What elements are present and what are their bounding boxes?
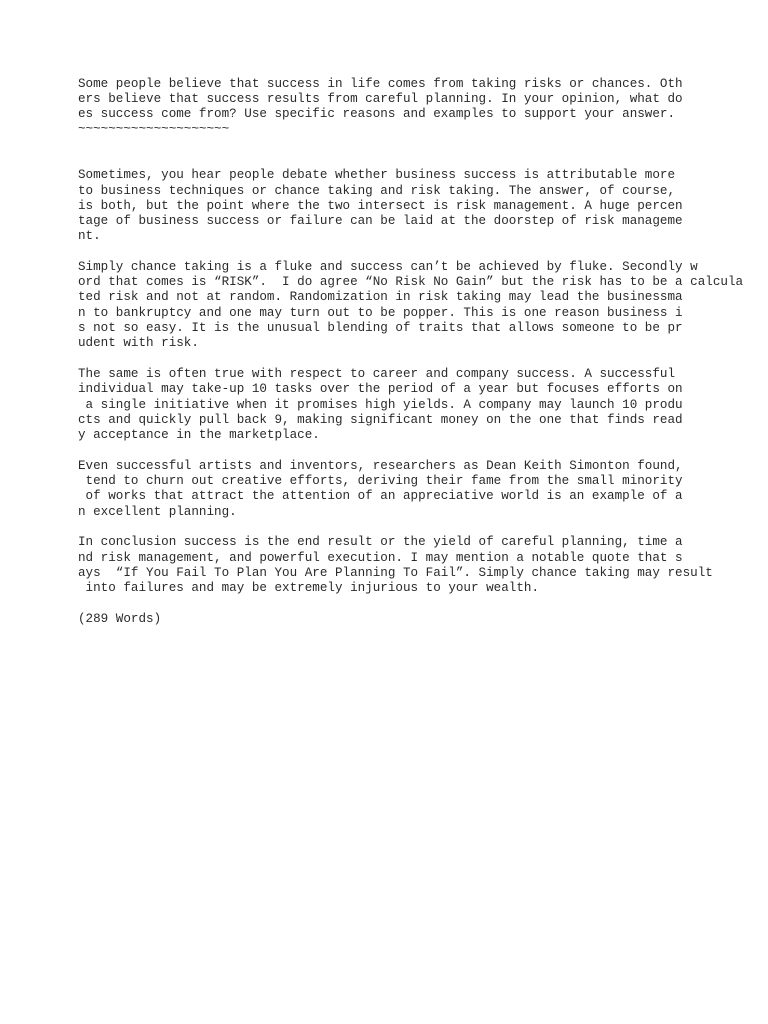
paragraph-5-line: ays “If You Fail To Plan You Are Planning To Fail”. Simply chance taking may result <box>78 566 713 580</box>
separator-line: ~~~~~~~~~~~~~~~~~~~~ <box>78 122 230 136</box>
paragraph-5-line: into failures and may be extremely injurious to your wealth. <box>78 581 540 595</box>
prompt-line: es success come from? Use specific reasons and examples to support your answer. <box>78 107 676 121</box>
paragraph-2-line: s not so easy. It is the unusual blending of traits that allows someone to be pr <box>78 321 683 335</box>
paragraph-1-line: Sometimes, you hear people debate whether business success is attributable more <box>78 168 676 182</box>
paragraph-1-line: to business techniques or chance taking and risk taking. The answer, of course, <box>78 184 676 198</box>
prompt-line: Some people believe that success in life comes from taking risks or chances. Oth <box>78 77 683 91</box>
paragraph-3-line: cts and quickly pull back 9, making significant money on the one that finds read <box>78 413 683 427</box>
paragraph-5-line: nd risk management, and powerful execution. I may mention a notable quote that s <box>78 551 683 565</box>
paragraph-3-line: The same is often true with respect to career and company success. A successful <box>78 367 676 381</box>
paragraph-5-line: In conclusion success is the end result or the yield of careful planning, time a <box>78 535 683 549</box>
paragraph-3-line: y acceptance in the marketplace. <box>78 428 320 442</box>
paragraph-4-line: n excellent planning. <box>78 505 237 519</box>
word-count: (289 Words) <box>78 612 162 626</box>
paragraph-1-line: nt. <box>78 229 101 243</box>
paragraph-4-line: Even successful artists and inventors, researchers as Dean Keith Simonton found, <box>78 459 683 473</box>
paragraph-4-line: of works that attract the attention of an appreciative world is an example of a <box>78 489 683 503</box>
paragraph-4-line: tend to churn out creative efforts, deriving their fame from the small minority <box>78 474 683 488</box>
paragraph-2-line: udent with risk. <box>78 336 199 350</box>
paragraph-3-line: a single initiative when it promises high yields. A company may launch 10 produ <box>78 398 683 412</box>
paragraph-2-line: Simply chance taking is a fluke and success can’t be achieved by fluke. Secondly w <box>78 260 698 274</box>
paragraph-1-line: tage of business success or failure can be laid at the doorstep of risk manageme <box>78 214 683 228</box>
paragraph-2-line: ted risk and not at random. Randomization in risk taking may lead the businessma <box>78 290 683 304</box>
paragraph-2-line: ord that comes is “RISK”. I do agree “No Risk No Gain” but the risk has to be a calcula <box>78 275 744 289</box>
prompt-line: ers believe that success results from careful planning. In your opinion, what do <box>78 92 683 106</box>
paragraph-3-line: individual may take-up 10 tasks over the period of a year but focuses efforts on <box>78 382 683 396</box>
paragraph-2-line: n to bankruptcy and one may turn out to be popper. This is one reason business i <box>78 306 683 320</box>
paragraph-1-line: is both, but the point where the two intersect is risk management. A huge percen <box>78 199 683 213</box>
